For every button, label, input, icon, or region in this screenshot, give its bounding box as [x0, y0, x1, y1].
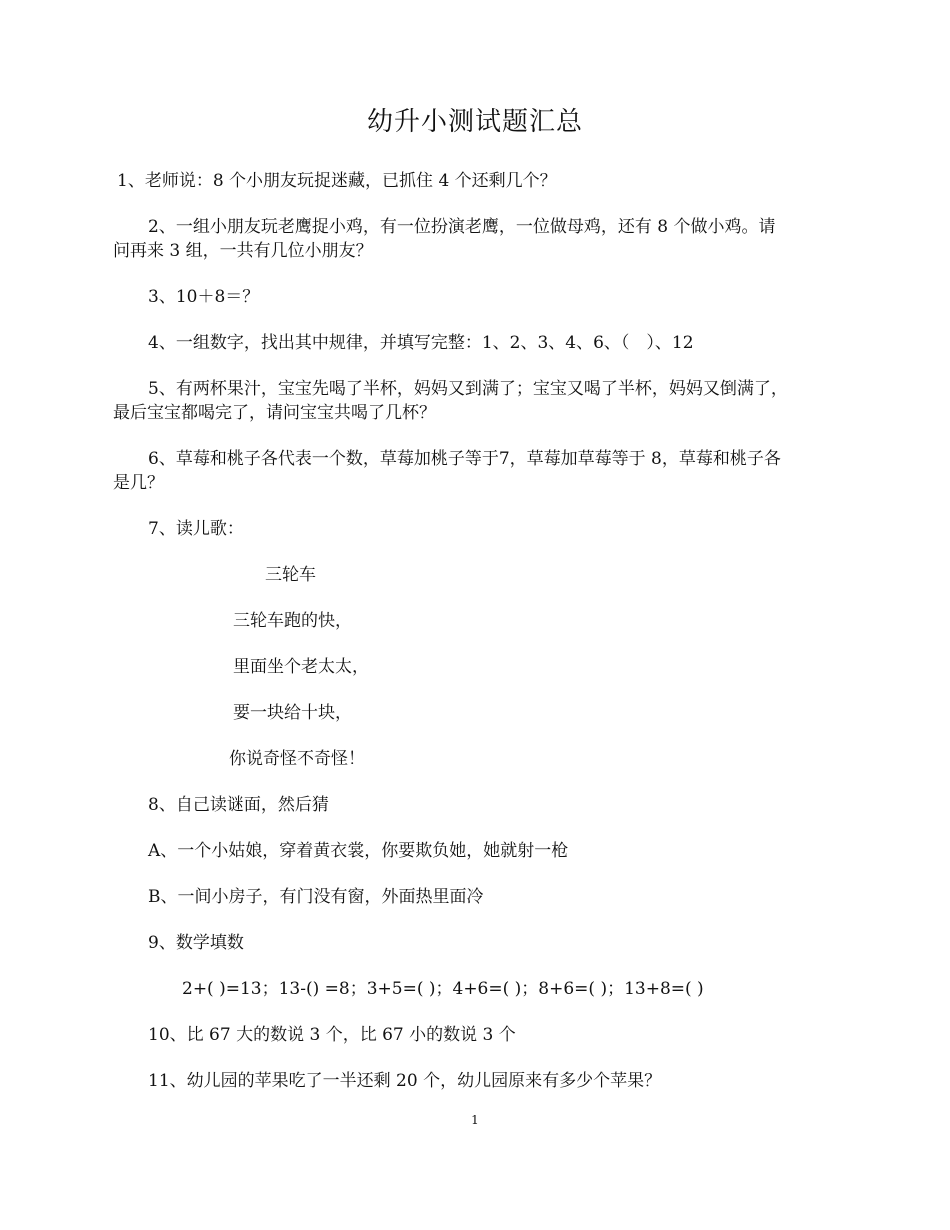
page-number: 1 — [471, 1113, 479, 1127]
poem-title: 三轮车 — [265, 565, 316, 585]
question-6-line-1: 6、草莓和桃子各代表一个数，草莓加桃子等于7，草莓加草莓等于 8，草莓和桃子各 — [148, 449, 781, 469]
question-6-line-2: 是几？ — [113, 473, 164, 493]
question-8-riddle-b: B、一间小房子，有门没有窗，外面热里面冷 — [148, 887, 484, 907]
question-9: 9、数学填数 — [148, 933, 244, 953]
question-5-line-2: 最后宝宝都喝完了，请问宝宝共喝了几杯？ — [113, 403, 436, 423]
poem-line-3: 要一块给十块， — [233, 703, 352, 723]
poem-line-1: 三轮车跑的快， — [233, 611, 352, 631]
question-2-line-1: 2、一组小朋友玩老鹰捉小鸡，有一位扮演老鹰，一位做母鸡，还有 8 个做小鸡。请 — [148, 217, 776, 237]
poem-line-2: 里面坐个老太太， — [233, 657, 369, 677]
page-title: 幼升小测试题汇总 — [366, 107, 583, 137]
question-5-line-1: 5、有两杯果汁，宝宝先喝了半杯，妈妈又到满了；宝宝又喝了半杯，妈妈又倒满了， — [148, 379, 788, 399]
question-8: 8、自己读谜面，然后猜 — [148, 795, 329, 815]
question-2-line-2: 问再来 3 组，一共有几位小朋友？ — [113, 241, 373, 261]
question-7: 7、读儿歌： — [148, 519, 244, 539]
question-10: 10、比 67 大的数说 3 个，比 67 小的数说 3 个 — [148, 1025, 516, 1045]
question-1: 1、老师说：8 个小朋友玩捉迷藏，已抓住 4 个还剩几个？ — [117, 171, 557, 191]
question-8-riddle-a: A、一个小姑娘，穿着黄衣裳，你要欺负她，她就射一枪 — [148, 841, 569, 861]
question-11: 11、幼儿园的苹果吃了一半还剩 20 个，幼儿园原来有多少个苹果？ — [148, 1071, 662, 1091]
question-4: 4、一组数字，找出其中规律，并填写完整：1、2、3、4、6、（ ）、12 — [148, 333, 694, 353]
poem-line-4: 你说奇怪不奇怪！ — [229, 749, 365, 769]
question-9-items: 2+( )=13；13-() =8；3+5=( )；4+6=( )；8+6=( )；13+8=( ) — [182, 979, 704, 999]
question-3: 3、10＋8＝？ — [148, 287, 260, 307]
